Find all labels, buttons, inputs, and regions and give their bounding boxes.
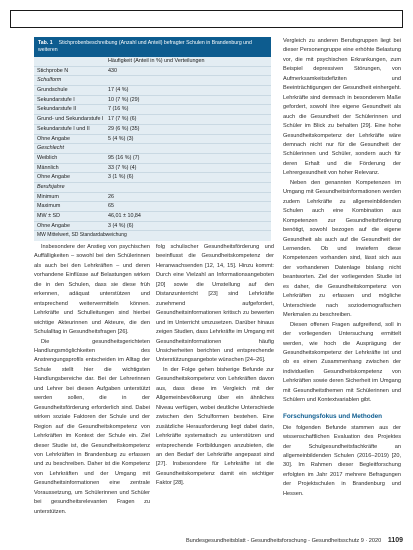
paragraph: Vergleich zu anderen Berufsgruppen liegt bei dieser Personengruppe eine erhöhte Belastung vor, die mit psychischen Erkrankungen, zum Beispiel depressiven Störungen, von Aufmerksamkeitsdefiziten und Beeinträchtigungen der Gesundheit einhergeht. Lehrkräfte sind demnach in besonderem Maße gefordert, sowohl ihre eigene Gesundheit als auch die Gesundheit der Schülerinnen und Schüler im Blick zu behalten [29]. Eine hohe Gesundheitskompetenz der Lehrkräfte wäre demnach nicht nur für die Gesundheit der Schülerinnen und Schüler, sondern auch für deren Erhalt und die Förderung der Lehrergesundheit von hoher Relevanz.: [283, 38, 401, 177]
paragraph: Neben den genannten Kompetenzen im Umgang mit Gesundheitsinformationen werden zudem Lehrkräfte zu allgemeinbildenden Schulen auch eine Kombination aus Kompetenzen zur Gesundheitsförderung benötigt, sowohl bezogen auf die eigene Gesundheit als auch auf die Gesundheit der Lernenden. Ob und inwiefern diese Kompetenzen vorhanden sind, lässt sich aus der vorhandenen Datenlage bislang nicht beantworten. Ziel der vorliegenden Studie ist es daher, die Gesundheitskompetenz von Lehrkräften zu erfassen und mögliche Unterschiede nach soziodemografischen Merkmalen zu beschreiben.: [283, 179, 401, 319]
table-row: [34, 125, 271, 135]
table-caption-text: Stichprobenbeschreibung (Anzahl und Anteil) befragter Schulen in Brandenburg und weiteren: [38, 40, 252, 53]
table-row-value: 46,01 ± 10,84: [108, 213, 141, 219]
table-caption: [34, 37, 271, 57]
table-row-label: Minimum: [37, 193, 59, 200]
section-heading: Forschungsfokus und Methoden: [283, 412, 383, 420]
table-row-label: Ohne Angabe: [37, 135, 70, 142]
table-row: [34, 105, 271, 115]
table-row: [34, 86, 271, 96]
table-row-value: 5 (4 %) (3): [108, 135, 134, 142]
table-row: [34, 222, 271, 232]
table-row: [34, 183, 271, 193]
page-number: 1109: [387, 537, 403, 544]
table-row-value: 26: [108, 193, 114, 200]
text-column-left: [34, 243, 150, 517]
table-row: [34, 135, 271, 145]
table-row-label: Sekundarstufe I: [37, 96, 75, 103]
table-number: Tab. 1: [38, 40, 53, 46]
table-column-header: Häufigkeit (Anteil in %) und Verteilungen: [108, 58, 205, 64]
table-row-value: 95 (16 %) (7): [108, 154, 140, 161]
table-row-value: 17 (7 %) (6): [108, 116, 137, 123]
table-row: [34, 154, 271, 164]
table-row-label: Grund- und Sekundarstufe I: [37, 116, 104, 123]
table-row-value: 29 (6 %) (35): [108, 125, 140, 132]
table-row-label: Ohne Angabe: [37, 174, 70, 181]
table-row-label: Männlich: [37, 164, 59, 171]
paragraph: Insbesondere der Anstieg von psychischen Auffälligkeiten – sowohl bei den Schülerinnen als auch bei den Lehrkräften – und deren vorhandene Einflüsse auf Belastungen wirken die in den Schulen, dass sie diese früh erkennen, adäquat unterstützen und entsprechend weitervermitteln können. Lehrkräfte und Schulleitungen sind hierbei wichtige Akteurinnen und Akteure, die den Schulalltag in Gesundheitsfragen [26].: [34, 244, 150, 336]
table-row-label: Geschlecht: [37, 145, 64, 152]
text-column-middle: [156, 243, 274, 489]
paragraph: folg schulischer Gesundheitsförderung und beeinflusst die Gesundheitskompetenz der Heranwachsenden [12, 14, 15]. Hinzu kommt: Durch eine Vielzahl an Informationsangeboten [20] sowie die Umstellung auf den Distanzunterricht [23] sind Lehrkräfte zunehmend aufgefordert, Gesundheitsinformationen kritisch zu bewerten und im Unterricht umzusetzen. Darüber hinaus zeigen Studien, dass Lehrkräfte im Umgang mit Gesundheitsinformationen häufig Unsicherheiten berichten und entsprechende Unterstützungsangebote wünschen [24–26].: [156, 244, 274, 364]
journal-name: Bundesgesundheitsblatt - Gesundheitsforschung - Gesundheitsschutz 9 · 2020: [185, 538, 382, 544]
table-row-label: MW Mittelwert, SD Standardabweichung: [37, 232, 127, 239]
table-row: [34, 115, 271, 125]
table-row-value: 33 (7 %) (4): [108, 164, 137, 171]
table-row-label: Sekundarstufe II: [37, 106, 77, 113]
paragraph: Diesen offenen Fragen aufgreifend, soll in der vorliegenden Untersuchung ermittelt werden, wie hoch die Ausprägung der Gesundheitskompetenz der Lehrkräfte ist und ob es einen Zusammenhang zwischen der individuellen Gesundheitskompetenz von Lehrkräften sowie deren Sicherheit im Umgang mit Gesundheitsthemen mit Schülerinnen und Schülern und Kontextvariablen gibt.: [283, 321, 401, 404]
table-row-label: Schulform: [37, 77, 62, 84]
table-row-label: MW ± SD: [37, 213, 61, 219]
table-row-label: Ohne Angabe: [37, 222, 70, 229]
table-row-value: 430: [108, 67, 117, 74]
table-row-label: Grundschule: [37, 87, 68, 94]
table-row: [34, 231, 271, 241]
table-row-label: Sekundarstufe I und II: [37, 125, 90, 132]
paragraph: Die gesundheitsgerichteten Handlungsmöglichkeiten des Anstrengungsprofils entscheiden im Alltag der Schule stellt hier die wichtigsten Handlungsbereiche dar. Bei der Lehrerinnen und Lehrer bei diesen Aufgaben unterstützt werden sollen, die in der Gesundheitsförderung erforderlich sind. Dabei wirken soziale Faktoren der Schule und der Region auf die Gesundheitskompetenz von Lehrkräften im Kontext der Schule ein. Ziel dieser Studie ist, die Gesundheitskompetenz von Lehrkräften in Brandenburg zu erfassen und zu beschreiben. Daher ist die Kompetenz von Lehrkräften und der Umgang mit Gesundheitsinformationen eine zentrale Voraussetzung, um Schülerinnen und Schüler bei gesundheitsrelevanten Fragen zu unterstützen.: [34, 338, 150, 515]
table-row: [34, 164, 271, 174]
table-row-value: 3 (4 %) (6): [108, 222, 134, 229]
table-row-value: 65: [108, 203, 114, 210]
paragraph: Die folgenden Befunde stammen aus der wissenschaftlichen Evaluation des Projektes der Schulgesundheitsfachkräfte an allgemeinbildenden Schulen (2016–2019) [20, 30]. Im Rahmen dieser Begleitforschung erfolgten im Jahr 2017 mehrere Befragungen der Projektschulen in Brandenburg und Hessen.: [283, 424, 401, 497]
table-row-label: Stichprobe N: [37, 67, 69, 74]
table-body: [34, 67, 271, 241]
table-row: [34, 67, 271, 77]
text-column-right: [283, 37, 401, 499]
page-footer: [150, 537, 403, 545]
table-row-value: 10 (7 %) (29): [108, 96, 140, 103]
header-bar: [10, 10, 403, 28]
table-row: [34, 144, 271, 154]
statistics-table: [34, 37, 271, 241]
table-row: [34, 193, 271, 203]
table-row-value: 3 (1 %) (6): [108, 174, 134, 181]
table-row: [34, 202, 271, 212]
table-row-label: Weiblich: [37, 154, 58, 161]
table-row-value: 17 (4 %): [108, 87, 129, 94]
paragraph: In der Folge gehen bisherige Befunde zur Gesundheitskompetenz von Lehrkräften davon aus, dass diese im Vergleich mit der Allgemeinbevölkerung über ein ähnliches Niveau verfügen, wobei deutliche Unterschiede zwischen den Schulformen bestehen. Eine zusätzliche Herausforderung liegt dabei darin, Lehrkräfte systematisch zu unterstützen und entsprechende Fortbildungen anzubieten, die an den Bedarf der Lehrkräfte angepasst sind [27]. Insbesondere für Lehrkräfte ist die Gesundheitskompetenz damit ein wichtiger Faktor [28].: [156, 366, 274, 487]
table-column-header-row: [34, 57, 271, 67]
table-row: [34, 212, 271, 222]
table-row: [34, 76, 271, 86]
table-row: [34, 173, 271, 183]
table-row-value: 7 (16 %): [108, 106, 129, 113]
table-row-label: Berufsjahre: [37, 183, 65, 190]
table-row-label: Maximum: [37, 203, 61, 210]
table-row: [34, 96, 271, 106]
